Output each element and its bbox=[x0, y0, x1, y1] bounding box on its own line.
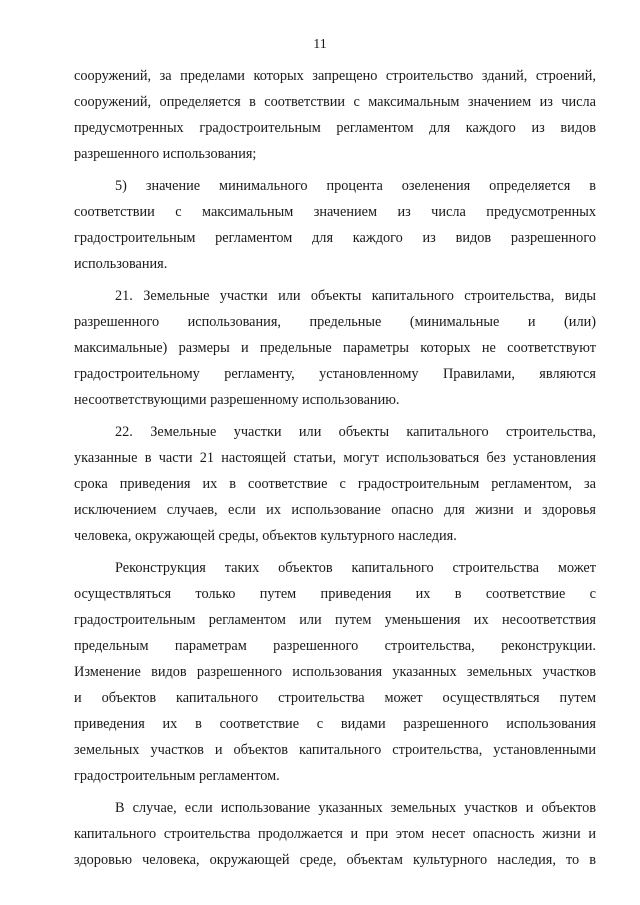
text-line: предусмотренных градостроительным регламентом для каждого из видов bbox=[74, 120, 596, 136]
text-line: максимальные) размеры и предельные параметры которых не соответствуют bbox=[74, 340, 596, 356]
text-line: капитального строительства продолжается и при этом несет опасность жизни и bbox=[74, 826, 596, 842]
text-line: предельным параметрам разрешенного строительства, реконструкции. bbox=[74, 638, 596, 654]
text-line: градостроительным регламентом для каждого из видов разрешенного bbox=[74, 230, 596, 246]
paragraph-item-5 bbox=[74, 173, 596, 277]
text-line: разрешенного использования; bbox=[74, 146, 257, 162]
paragraph-clause-22 bbox=[74, 419, 596, 549]
text-line: разрешенного использования, предельные (минимальные и (или) bbox=[74, 314, 596, 330]
text-line: Изменение видов разрешенного использования указанных земельных участков bbox=[74, 664, 596, 680]
text-line: исключением случаев, если их использование опасно для жизни и здоровья bbox=[74, 502, 596, 518]
text-line: приведения их в соответствие с видами разрешенного использования bbox=[74, 716, 596, 732]
text-line: земельных участков и объектов капитального строительства, установленными bbox=[74, 742, 596, 758]
paragraph-setback-continuation bbox=[74, 63, 596, 167]
text-line: 5) значение минимального процента озеленения определяется в bbox=[115, 178, 596, 194]
text-line: и объектов капитального строительства может осуществляться путем bbox=[74, 690, 596, 706]
text-line: Реконструкция таких объектов капитального строительства может bbox=[115, 560, 596, 576]
text-line: человека, окружающей среды, объектов культурного наследия. bbox=[74, 528, 457, 544]
text-line: 21. Земельные участки или объекты капитального строительства, виды bbox=[115, 288, 596, 304]
page-number: 11 bbox=[313, 37, 327, 52]
paragraph-danger-case bbox=[74, 795, 596, 873]
text-line: В случае, если использование указанных земельных участков и объектов bbox=[115, 800, 596, 816]
text-line: использования. bbox=[74, 256, 168, 272]
text-line: градостроительным регламентом или путем уменьшения их несоответствия bbox=[74, 612, 596, 628]
text-line: 22. Земельные участки или объекты капитального строительства, bbox=[115, 424, 596, 440]
text-line: сооружений, определяется в соответствии с максимальным значением из числа bbox=[74, 94, 596, 110]
text-line: градостроительным регламентом. bbox=[74, 768, 280, 784]
text-line: несоответствующими разрешенному использованию. bbox=[74, 392, 400, 408]
text-line: срока приведения их в соответствие с градостроительным регламентом, за bbox=[74, 476, 596, 492]
text-line: здоровью человека, окружающей среде, объектам культурного наследия, то в bbox=[74, 852, 596, 868]
paragraph-clause-21 bbox=[74, 283, 596, 413]
text-line: указанные в части 21 настоящей статьи, могут использоваться без установления bbox=[74, 450, 596, 466]
text-line: сооружений, за пределами которых запрещено строительство зданий, строений, bbox=[74, 68, 596, 84]
paragraph-reconstruction bbox=[74, 555, 596, 789]
text-line: соответствии с максимальным значением из числа предусмотренных bbox=[74, 204, 596, 220]
text-line: осуществляться только путем приведения их в соответствие с bbox=[74, 586, 596, 602]
document-body bbox=[74, 63, 596, 873]
text-line: градостроительному регламенту, установленному Правилами, являются bbox=[74, 366, 596, 382]
